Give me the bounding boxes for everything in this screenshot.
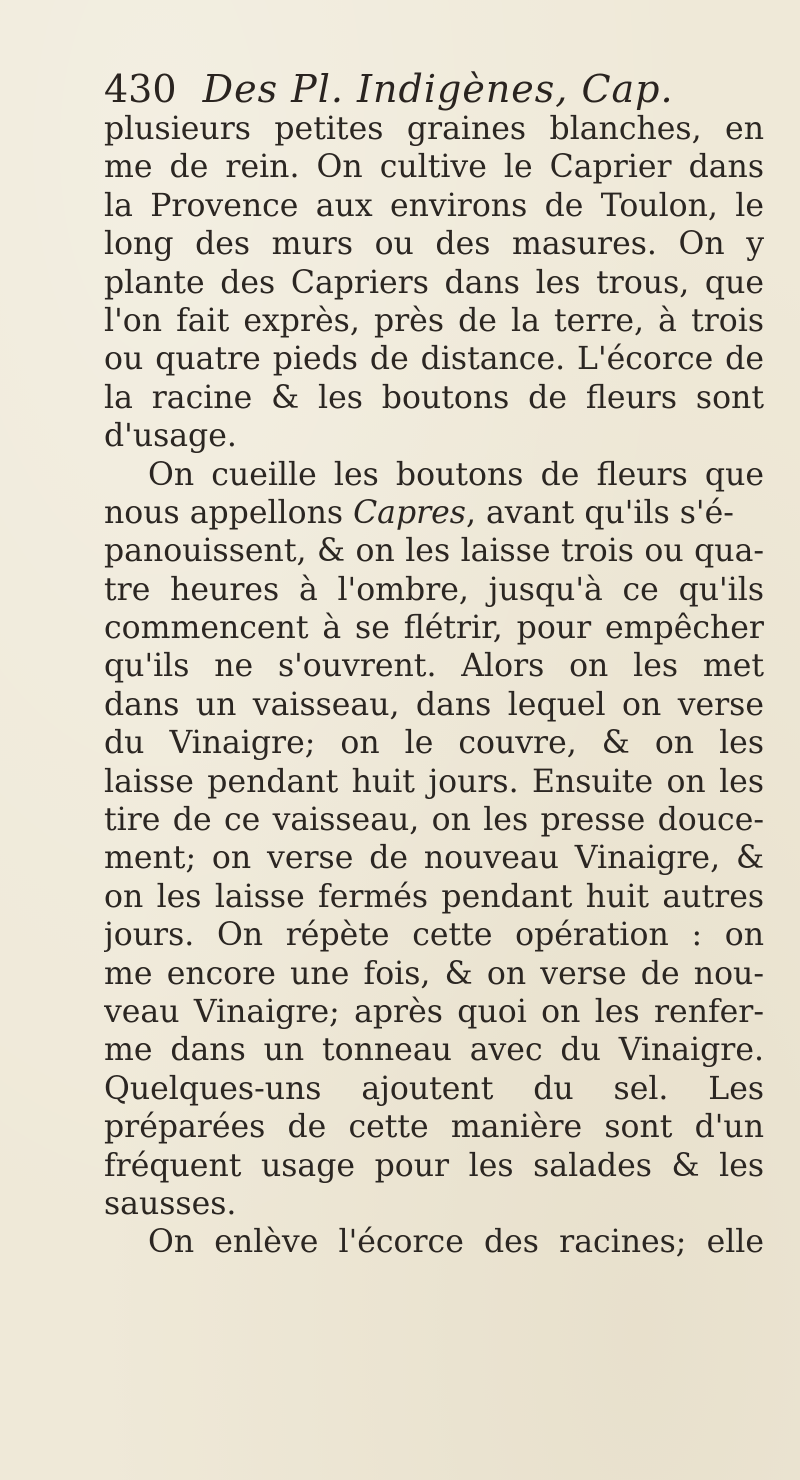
text-line: veau Vinaigre; après quoi on les renfer- [104,993,764,1030]
page-header [104,64,744,114]
text-line: sausses. [104,1185,237,1222]
text-line: qu'ils ne s'ouvrent. Alors on les met [104,648,764,685]
text-line: plusieurs petites graines blanches, en [104,111,764,147]
text-line: me de rein. On cultive le Caprier dans [104,149,764,186]
text-line: d'usage. [104,418,237,455]
text-line: tre heures à l'ombre, jusqu'à ce qu'ils [104,571,764,608]
text-line: la Provence aux environs de Toulon, le [104,187,764,224]
text-segment: nous appellons [104,494,344,531]
text-line: dans un vaisseau, dans lequel on verse [104,686,764,723]
text-line: ment; on verse de nouveau Vinaigre, & [104,840,764,877]
italic-term-capres: Capres [353,494,466,531]
text-line: plante des Capriers dans les trous, que [104,264,764,301]
text-line: panouissent, & on les laisse trois ou qua- [104,533,764,570]
running-title: Des Pl. Indigènes, Cap. [202,67,674,111]
text-line-with-italic [104,494,764,532]
text-line: me dans un tonneau avec du Vinaigre. [104,1032,764,1069]
text-line: tire de ce vaisseau, on les presse douce- [104,802,764,839]
text-line: l'on fait exprès, près de la terre, à trois [104,302,764,339]
text-segment: , avant qu'ils s'é- [465,494,734,531]
text-line: préparées de cette manière sont d'un [104,1109,764,1146]
paragraph-start-line: On cueille les boutons de fleurs que [148,456,764,493]
text-line: ou quatre pieds de distance. L'écorce de [104,341,764,378]
text-line: la racine & les boutons de fleurs sont [104,379,764,416]
text-line: long des murs ou des masures. On y [104,226,764,263]
body-text [104,110,764,1262]
paragraph-start-line: On enlève l'écorce des racines; elle [148,1224,764,1261]
text-line: commencent à se flétrir, pour empêcher [104,610,764,647]
text-line: me encore une fois, & on verse de nou- [104,955,764,992]
text-line: jours. On répète cette opération : on [104,917,764,954]
text-line: laisse pendant huit jours. Ensuite on les [104,763,764,800]
text-line: Quelques-uns ajoutent du sel. Les [104,1070,764,1107]
page-number: 430 [104,67,177,111]
text-line: on les laisse fermés pendant huit autres [104,878,764,915]
text-line: fréquent usage pour les salades & les [104,1147,764,1184]
text-line: du Vinaigre; on le couvre, & on les [104,725,764,762]
